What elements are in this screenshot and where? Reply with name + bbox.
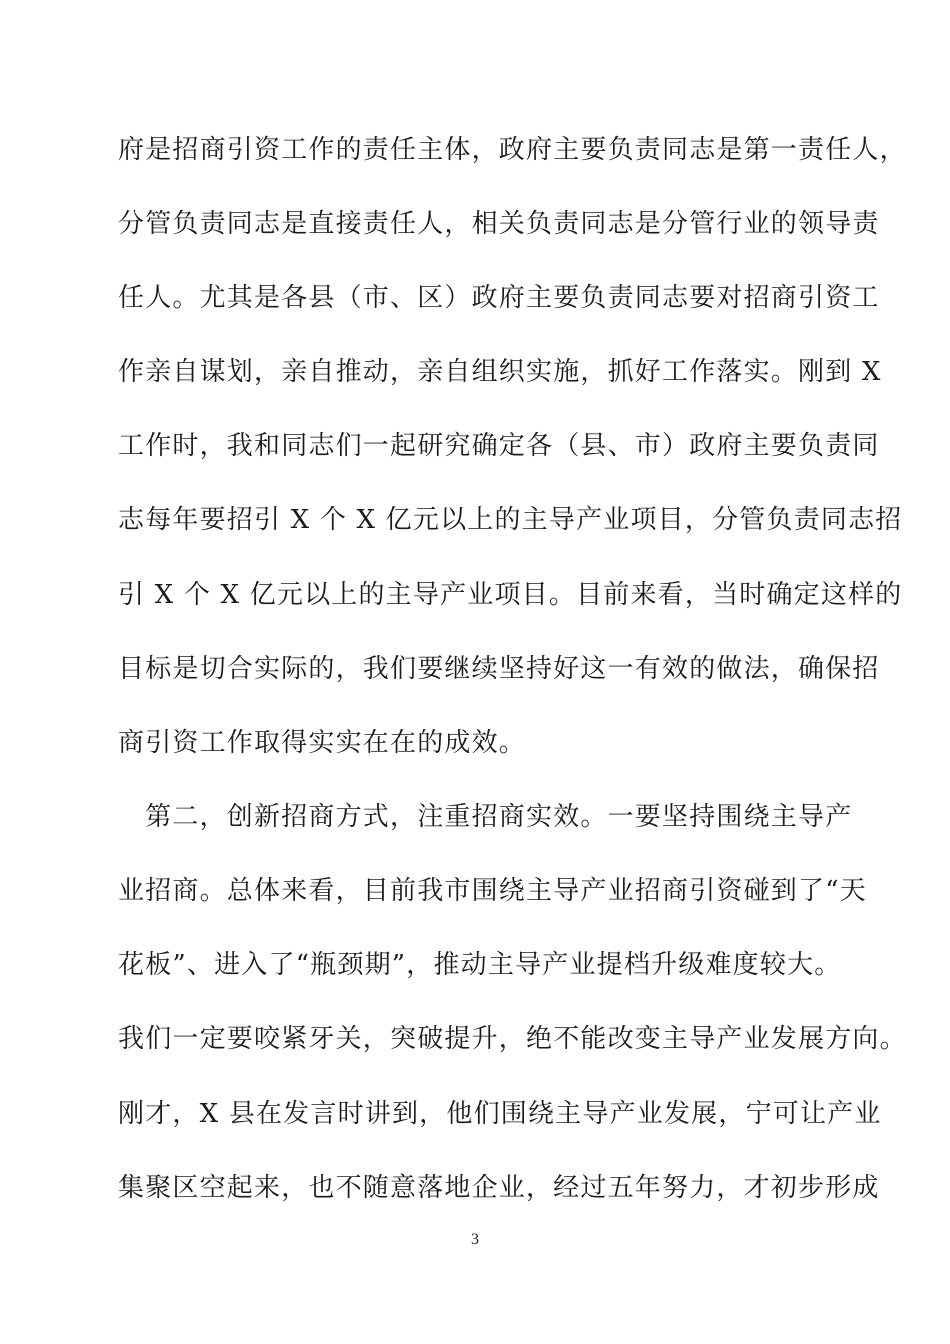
body-text-line: 商引资工作取得实实在在的成效。 — [118, 728, 527, 758]
body-text-line: 目标是切合实际的，我们要继续坚持好这一有效的做法，确保招 — [118, 654, 880, 684]
body-text-line: 府是招商引资工作的责任主体，政府主要负责同志是第一责任人， — [118, 135, 907, 165]
body-text-line: 引 X 个 X 亿元以上的主导产业项目。目前来看，当时确定这样的 — [118, 580, 903, 610]
body-text-line: 分管负责同志是直接责任人，相关负责同志是分管行业的领导责 — [118, 209, 880, 239]
body-text-line: 花板”、进入了“瓶颈期”，推动主导产业提档升级难度较大。 — [118, 950, 842, 980]
page-number: 3 — [471, 1231, 479, 1248]
body-text-line: 业招商。总体来看，目前我市围绕主导产业招商引资碰到了“天 — [118, 876, 867, 906]
body-text-line: 集聚区空起来，也不随意落地企业，经过五年努力，才初步形成 — [118, 1173, 880, 1203]
body-text-line: 志每年要招引 X 个 X 亿元以上的主导产业项目，分管负责同志招 — [118, 505, 903, 535]
body-text-line: 作亲自谋划，亲自推动，亲自组织实施，抓好工作落实。刚到 X — [118, 357, 882, 387]
paragraph-first-line: 第二，创新招商方式，注重招商实效。一要坚持围绕主导产 — [118, 802, 853, 832]
body-text-line: 我们一定要咬紧牙关，突破提升，绝不能改变主导产业发展方向。 — [118, 1024, 907, 1054]
body-text-line: 刚才，X 县在发言时讲到，他们围绕主导产业发展，宁可让产业 — [118, 1099, 882, 1129]
body-text-line: 工作时，我和同志们一起研究确定各（县、市）政府主要负责同 — [118, 431, 880, 461]
body-text-line: 任人。尤其是各县（市、区）政府主要负责同志要对招商引资工 — [118, 283, 880, 313]
